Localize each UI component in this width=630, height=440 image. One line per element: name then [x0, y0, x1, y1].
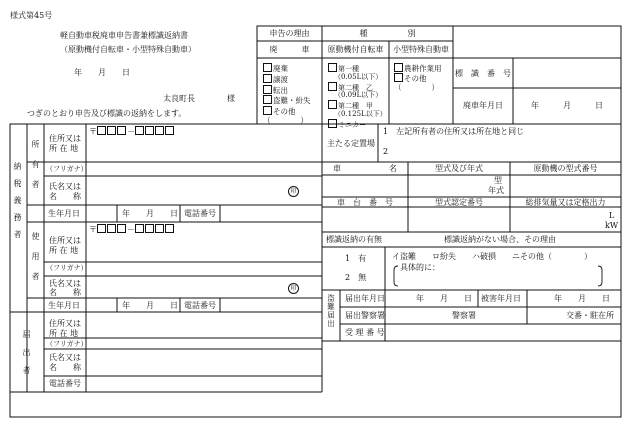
reason-checklist: [263, 63, 311, 126]
moped-type-2a[interactable]: 第二種 甲: [328, 100, 387, 111]
postal-digit[interactable]: [117, 224, 126, 233]
postal-digit[interactable]: [107, 224, 116, 233]
engine-model-label: 原動機の型式番号: [533, 164, 598, 173]
no-return-detail[interactable]: 具体的に：: [400, 263, 440, 272]
applicant-address-label-1: 住所又は: [49, 319, 81, 328]
user-postal[interactable]: 〒 －: [89, 224, 175, 235]
owner-seal: 印: [288, 186, 299, 197]
storage-line-2[interactable]: 2: [383, 147, 389, 156]
police-station-label: 届出警察署: [345, 311, 385, 320]
checkbox[interactable]: [263, 63, 272, 72]
special-other[interactable]: その他: [394, 73, 442, 83]
postal-digit[interactable]: [155, 126, 164, 135]
user-label: 使用者: [31, 232, 40, 292]
postal-digit[interactable]: [135, 224, 144, 233]
reason-scrap[interactable]: 廃棄: [263, 63, 311, 74]
checkbox[interactable]: [263, 74, 272, 83]
form-subtitle: （原動機付自転車・小型特殊自動車）: [60, 45, 196, 54]
no-return-reasons[interactable]: イ盗難 ロ紛失 ハ破損 ニその他（ ）: [392, 252, 592, 261]
checkbox[interactable]: [328, 63, 337, 72]
owner-label: 所有者: [31, 140, 40, 200]
chassis-number-label: 車 台 番 号: [337, 198, 393, 207]
incident-date-label: 被害年月日: [481, 294, 521, 303]
postal-digit[interactable]: [145, 224, 154, 233]
scrap-date-value[interactable]: 年 月 日: [531, 101, 603, 110]
report-date-value[interactable]: 年 月 日: [416, 294, 472, 303]
honorific: 様: [227, 94, 235, 103]
user-birth-label: 生年月日: [48, 301, 80, 310]
moped-type-1[interactable]: 第一種: [328, 63, 387, 74]
theft-report-label: 盗難届出: [326, 294, 336, 328]
unit-liter: L: [609, 211, 615, 220]
owner-phone-label: 電話番号: [184, 209, 216, 218]
reason-transfer[interactable]: 譲渡: [263, 74, 311, 85]
user-name-label-1: 氏名又は: [49, 279, 81, 288]
checkbox[interactable]: [263, 95, 272, 104]
return-option-no[interactable]: 2 無: [345, 273, 367, 282]
plate-number-label: 標 識 番 号: [455, 69, 511, 78]
report-date-label: 届出年月日: [345, 294, 385, 303]
owner-birth-label: 生年月日: [48, 209, 80, 218]
type-header: 種 別: [359, 29, 416, 38]
return-status-label: 標識返納の有無: [326, 235, 382, 244]
user-name-label-2: 名 称: [49, 288, 81, 297]
storage-label: 主たる定置場: [327, 139, 375, 148]
taxpayer-label: 納税義務者: [13, 162, 22, 247]
reason-moveout[interactable]: 転出: [263, 85, 311, 96]
model-label: 型式及び年式: [435, 164, 483, 173]
form-number: 様式第45号: [10, 11, 53, 20]
moped-type-minicar[interactable]: ミニカー: [328, 119, 387, 130]
applicant-name-label-1: 氏名又は: [49, 353, 81, 362]
user-birth-value[interactable]: 年 月 日: [122, 301, 178, 310]
displacement-label: 総排気量又は定格出力: [525, 198, 606, 207]
owner-birth-value[interactable]: 年 月 日: [122, 209, 178, 218]
postal-digit[interactable]: [155, 224, 164, 233]
postal-digit[interactable]: [117, 126, 126, 135]
special-type-list: [394, 63, 442, 92]
checkbox[interactable]: [328, 82, 337, 91]
owner-name-label-2: 名 称: [49, 192, 81, 201]
special-farm[interactable]: 農耕作業用: [394, 63, 442, 73]
model-suffix: 型: [494, 176, 502, 185]
submission-date[interactable]: 年 月 日: [74, 68, 130, 77]
postal-digit[interactable]: [165, 126, 174, 135]
applicant-furigana-label: （フリガナ）: [46, 340, 88, 348]
applicant-label: 届出者: [22, 330, 31, 384]
no-return-reason-label: 標識返納がない場合、その理由: [444, 235, 556, 244]
intro-text: つぎのとおり申告及び標識の返納をします。: [27, 109, 187, 118]
moped-header: 原動機付自転車: [327, 45, 384, 54]
checkbox[interactable]: [328, 100, 337, 109]
moped-type-1-cc: （0.05L以下）: [334, 72, 383, 81]
user-seal: 印: [288, 283, 299, 294]
scrap-date-label: 廃車年月日: [463, 101, 503, 110]
applicant-phone-label: 電話番号: [49, 379, 81, 388]
reason-other[interactable]: その他: [263, 106, 311, 117]
special-other-paren[interactable]: （ ）: [394, 83, 439, 92]
moped-type-2a-cc: （0.125L以下）: [334, 109, 387, 118]
applicant-name-label-2: 名 称: [49, 363, 81, 372]
postal-digit[interactable]: [165, 224, 174, 233]
postal-digit[interactable]: [107, 126, 116, 135]
special-header: 小型特殊自動車: [393, 45, 449, 54]
form-title: 軽自動車税廃車申告書兼標識返納書: [60, 31, 188, 40]
receipt-number-label: 受 理 番 号: [345, 328, 385, 337]
user-address-label-1: 住所又は: [49, 236, 81, 245]
owner-address-label-2: 所 在 地: [49, 144, 79, 153]
checkbox[interactable]: [394, 73, 403, 82]
incident-date-value[interactable]: 年 月 日: [554, 294, 610, 303]
unit-kw: kW: [605, 221, 619, 230]
owner-postal[interactable]: 〒 －: [89, 126, 175, 137]
storage-line-1[interactable]: 1 左記所有者の住所又は所在地と同じ: [383, 127, 525, 136]
reason-header: 申告の理由: [269, 29, 310, 38]
postal-digit[interactable]: [135, 126, 144, 135]
return-option-yes[interactable]: 1 有: [345, 254, 367, 263]
owner-name-label-1: 氏名又は: [49, 182, 81, 191]
postal-digit[interactable]: [145, 126, 154, 135]
vehicle-name-label: 車 名: [333, 164, 397, 173]
checkbox[interactable]: [394, 63, 403, 72]
moped-type-2b[interactable]: 第二種 乙: [328, 82, 387, 93]
police-branch-value[interactable]: 交番・駐在所: [566, 311, 614, 320]
scrap-header: 廃 車: [269, 45, 310, 54]
owner-furigana-label: （フリガナ）: [46, 165, 88, 173]
police-station-value[interactable]: 警察署: [452, 311, 476, 320]
addressee: 太良町長: [163, 94, 195, 103]
user-furigana-label: （フリガナ）: [46, 264, 88, 272]
moped-type-list: [328, 63, 387, 130]
reason-theft[interactable]: 盗難・紛失: [263, 95, 311, 106]
checkbox[interactable]: [263, 85, 272, 94]
checkbox[interactable]: [328, 119, 337, 128]
postal-digit[interactable]: [97, 224, 106, 233]
user-phone-label: 電話番号: [184, 301, 216, 310]
user-address-label-2: 所 在 地: [49, 246, 79, 255]
checkbox[interactable]: [263, 106, 272, 115]
year-suffix: 年式: [488, 186, 504, 195]
postal-digit[interactable]: [97, 126, 106, 135]
applicant-address-label-2: 所 在 地: [49, 329, 79, 338]
reason-other-paren[interactable]: （ ）: [263, 115, 308, 125]
owner-address-label-1: 住所又は: [49, 134, 81, 143]
cert-number-label: 型式認定番号: [435, 198, 483, 207]
moped-type-2b-cc: （0.09L以下）: [334, 91, 383, 100]
